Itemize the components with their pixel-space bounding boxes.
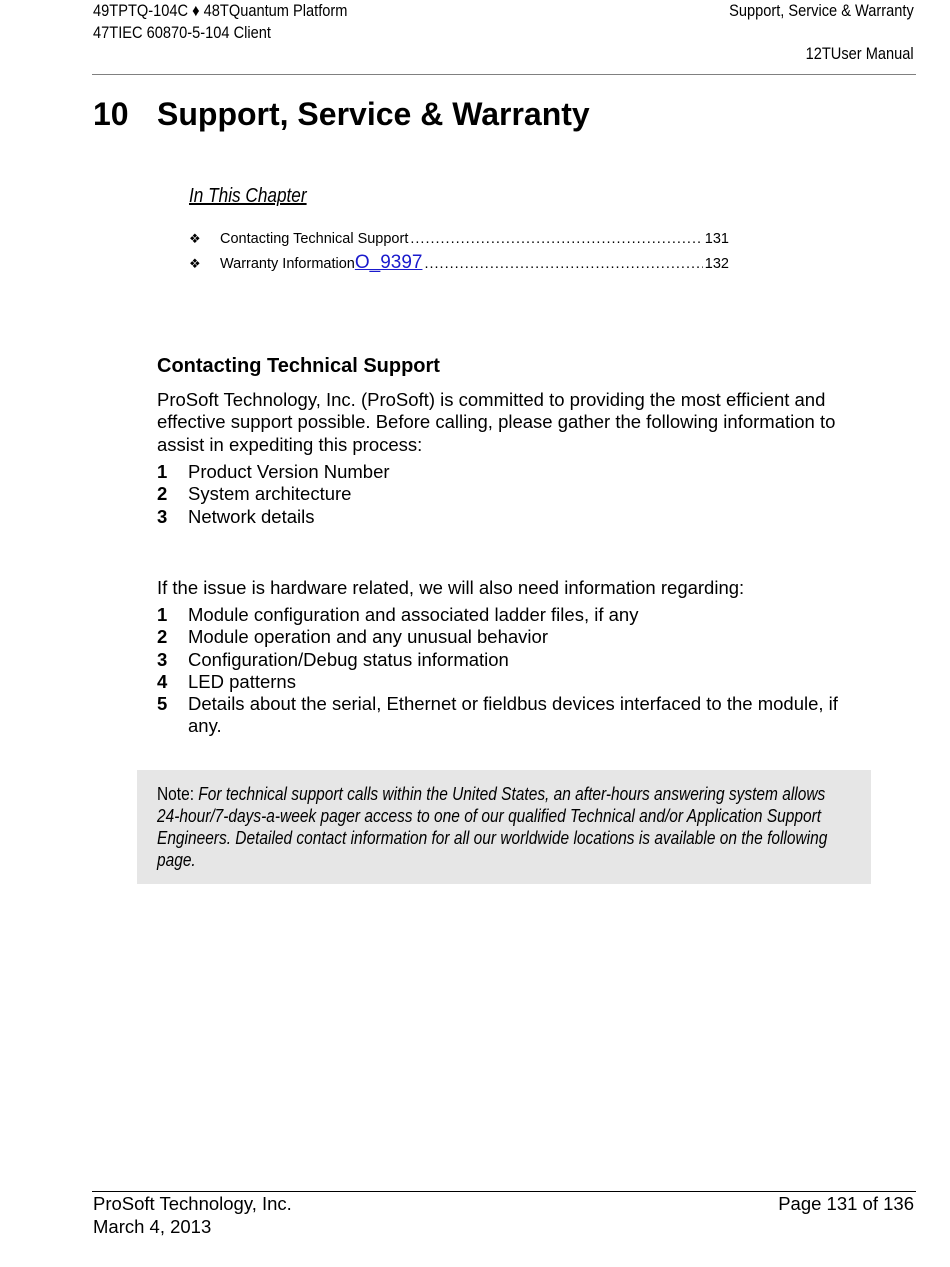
toc-entry-link[interactable]: O_9397 (354, 252, 423, 273)
toc-leader-dots (424, 256, 702, 272)
list-item (157, 693, 857, 738)
header-section-name: Support, Service & Warranty (729, 1, 914, 20)
footer-date: March 4, 2013 (93, 1215, 212, 1237)
list-text: Module operation and any unusual behavior (188, 626, 548, 648)
hardware-intro: If the issue is hardware related, we will also need information regarding: (157, 577, 745, 598)
toc-entry-warranty[interactable] (189, 252, 729, 273)
toc-entry-technical-support[interactable] (189, 231, 729, 252)
header-divider (92, 74, 916, 75)
list-number: 5 (157, 693, 168, 715)
note-content (157, 783, 845, 871)
list-item (157, 483, 857, 505)
list-number: 2 (157, 626, 168, 648)
list-number: 3 (157, 505, 168, 527)
diamond-bullet-icon: ❖ (189, 256, 201, 271)
toc-entry-page: 131 (704, 231, 729, 247)
section-title: Contacting Technical Support (157, 355, 440, 377)
header-protocol-line: 47TIEC 60870-5-104 Client (93, 23, 271, 42)
chapter-toc (189, 231, 729, 273)
list-item (157, 649, 857, 671)
list-text: Product Version Number (188, 461, 390, 482)
list-item (157, 604, 857, 626)
toc-entry-label: Contacting Technical Support (220, 231, 409, 247)
note-box (137, 770, 871, 884)
info-list (157, 461, 857, 528)
footer-left (93, 1193, 292, 1238)
footer-page-number: Page 131 of 136 (778, 1193, 914, 1214)
header-manual-name: 12TUser Manual (805, 44, 914, 63)
hardware-list (157, 604, 857, 738)
toc-entry-page: 132 (704, 256, 729, 272)
list-text: Configuration/Debug status information (188, 648, 509, 670)
note-label: Note: (157, 784, 199, 804)
running-header-left (93, 0, 347, 44)
toc-leader-dots (410, 231, 702, 247)
header-product-line: 49TPTQ-104C ♦ 48TQuantum Platform (93, 1, 348, 20)
list-item (157, 506, 857, 528)
footer-company: ProSoft Technology, Inc. (93, 1193, 292, 1214)
list-item (157, 461, 857, 483)
list-text: Module configuration and associated ladder files, if any (188, 604, 639, 625)
list-text: Details about the serial, Ethernet or fieldbus devices interfaced to the module, if any. (188, 693, 838, 737)
toc-heading: In This Chapter (189, 185, 307, 207)
intro-paragraph: ProSoft Technology, Inc. (ProSoft) is committed to providing the most efficient and effective support possible. Before calling, please gather the following information to assist in expediting this process: (157, 389, 836, 455)
chapter-number: 10 (93, 96, 129, 132)
toc-entry-label: Warranty Information (220, 256, 355, 272)
list-item (157, 671, 857, 693)
list-text: System architecture (188, 483, 352, 505)
list-text: Network details (188, 505, 315, 527)
list-number: 3 (157, 648, 168, 670)
diamond-bullet-icon: ❖ (189, 231, 201, 246)
footer-divider (92, 1191, 916, 1192)
list-number: 4 (157, 670, 168, 692)
note-body: For technical support calls within the United States, an after-hours answering system allows 24-hour/7-days-a-week pager access to one of our qualified Technical and/or Application Support Engineers. Detailed contact information for all our worldwide locations is available on the following page. (157, 784, 828, 870)
list-number: 1 (157, 461, 168, 482)
chapter-title: Support, Service & Warranty (157, 96, 590, 132)
list-number: 2 (157, 483, 168, 505)
list-item (157, 626, 857, 648)
chapter-heading (93, 96, 590, 133)
list-text: LED patterns (188, 670, 296, 692)
list-number: 1 (157, 604, 168, 625)
